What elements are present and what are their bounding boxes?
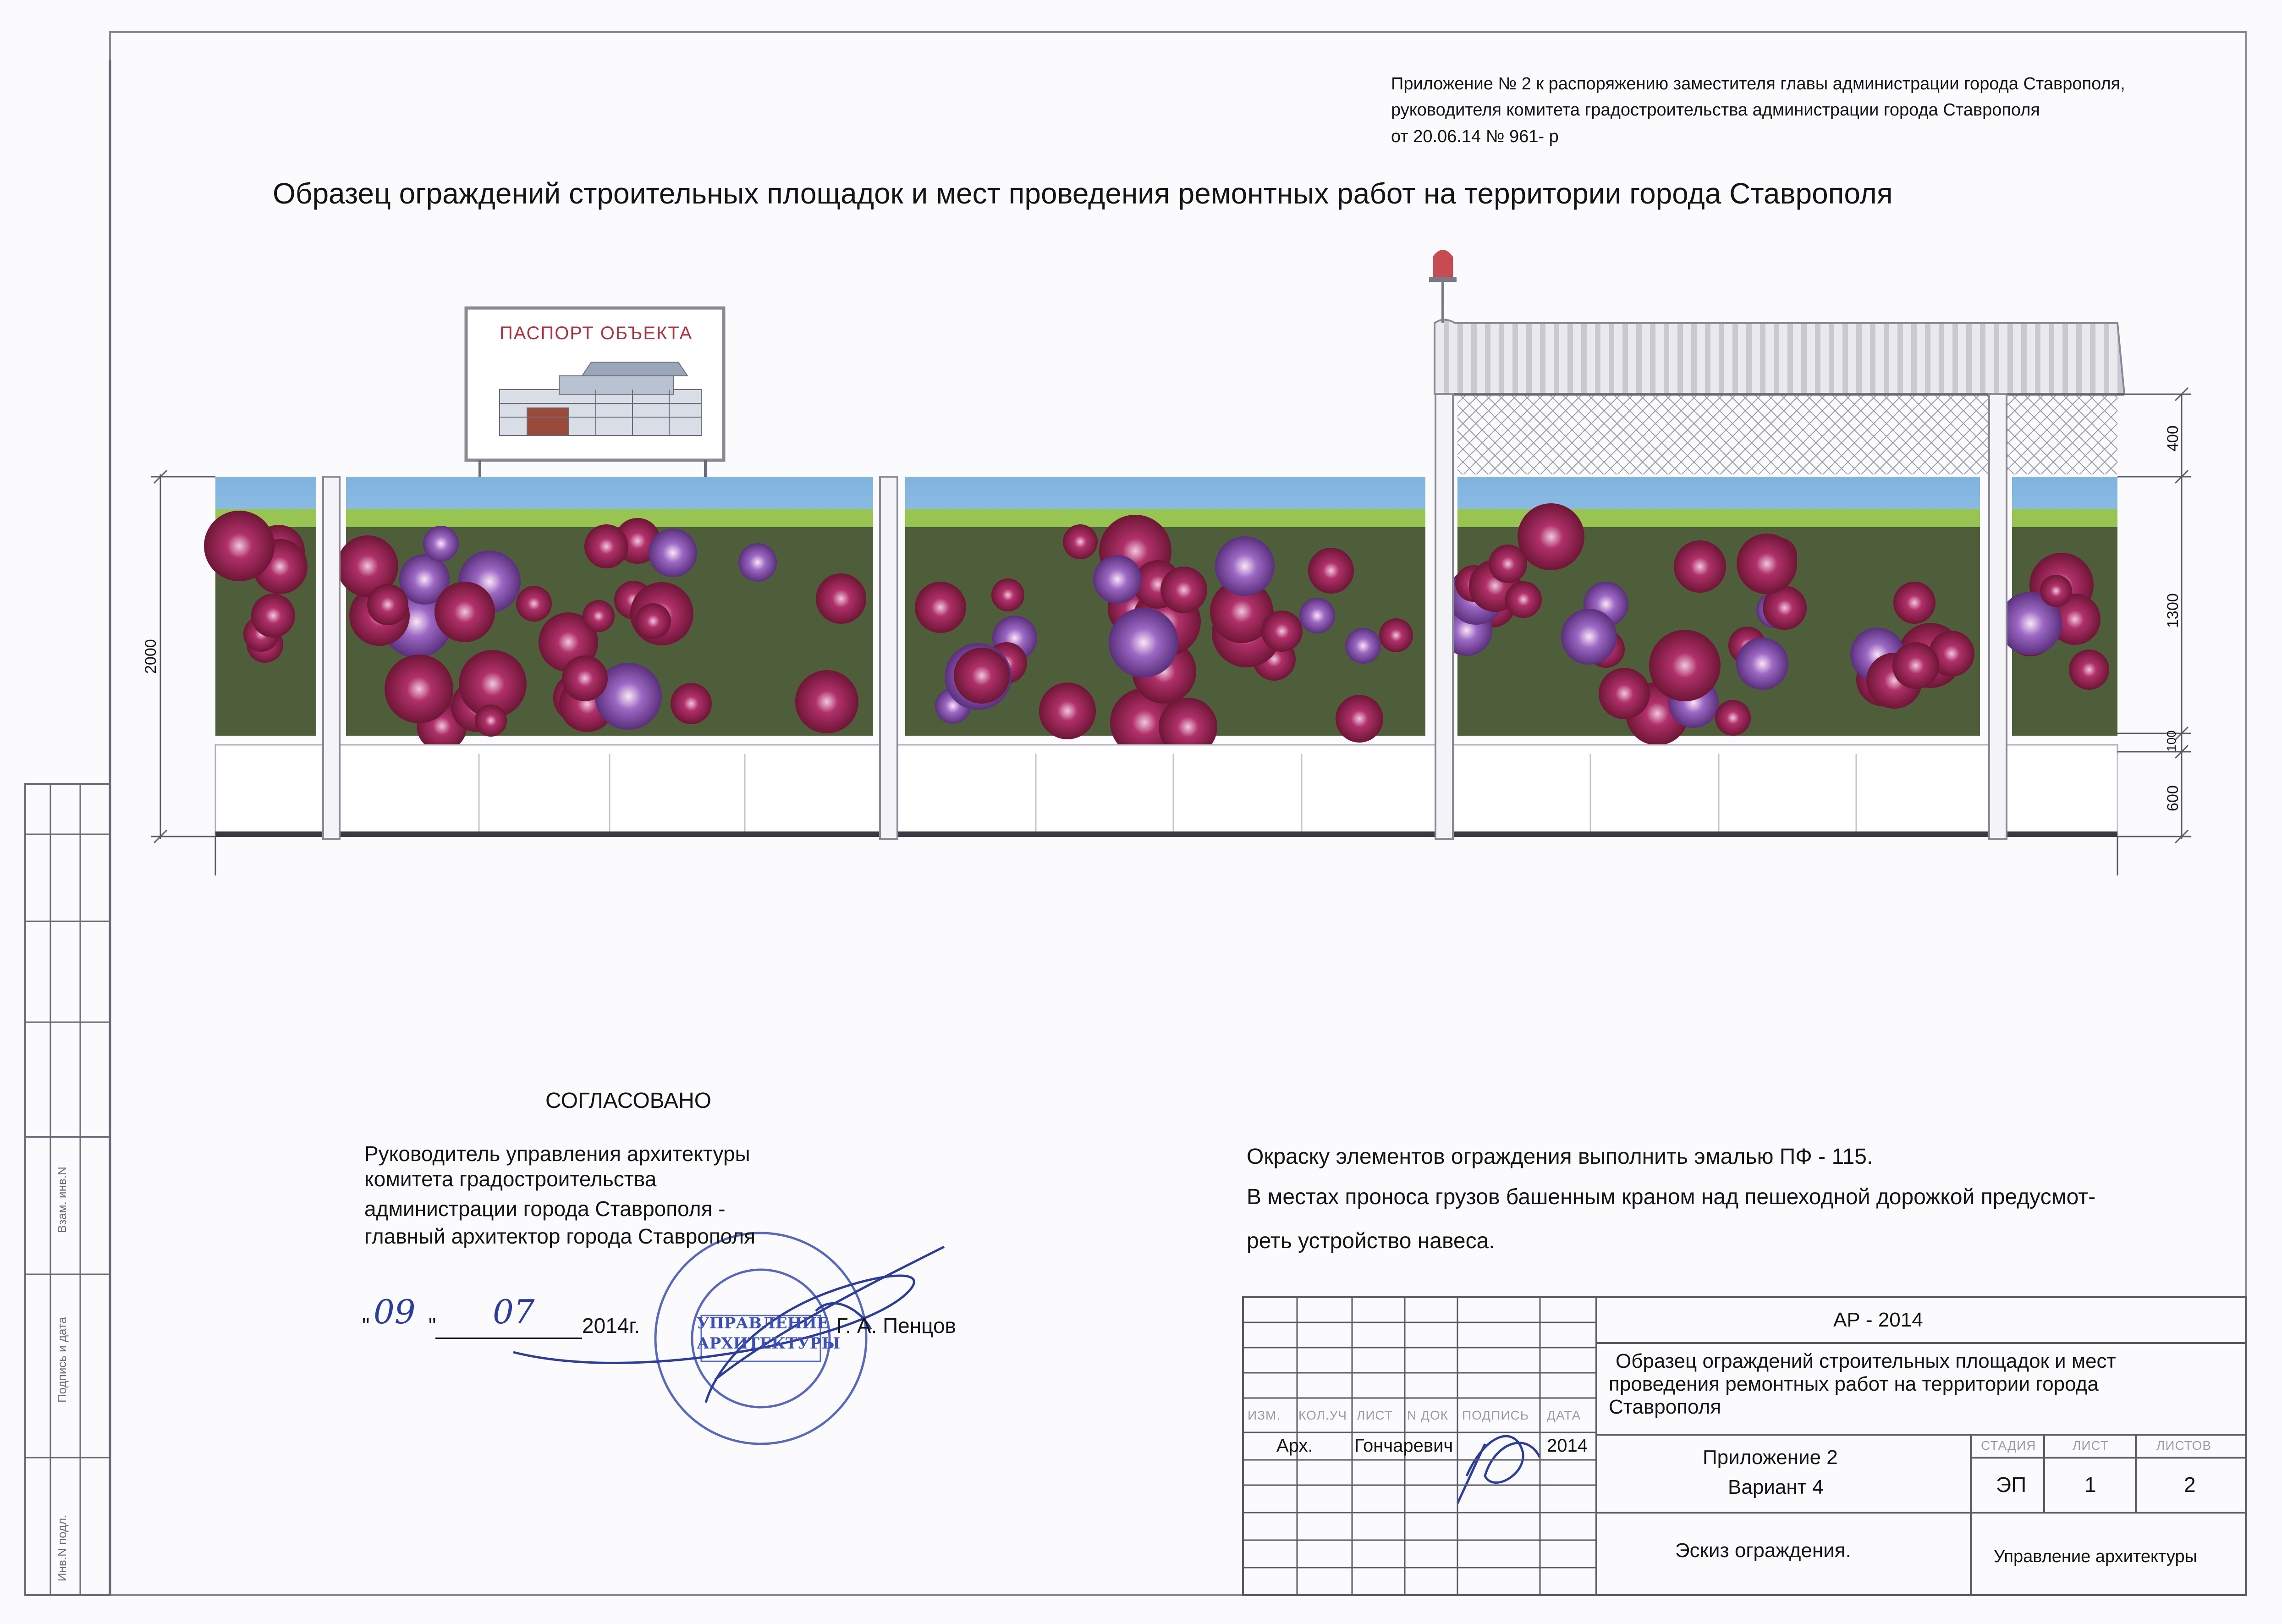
tb-sheets: 2 xyxy=(2184,1473,2196,1497)
approval-line-1: Руководитель управления архитектуры xyxy=(364,1142,750,1166)
tb-name-line-1: Образец ограждений строительных площадок и мест xyxy=(1616,1350,2116,1372)
side-stamp-replaced-inv: Взам. инв.N xyxy=(55,1167,69,1233)
tb-col-date: ДАТА xyxy=(1547,1408,1581,1422)
month-underline xyxy=(472,1338,582,1339)
tb-role: Арх. xyxy=(1276,1436,1313,1456)
warning-lamp xyxy=(1433,250,1453,280)
banner-flower xyxy=(1674,540,1726,593)
banner-flower xyxy=(1299,598,1335,633)
dim-canopy: 400 xyxy=(2164,425,2182,451)
approval-month-handwritten: 07 xyxy=(493,1293,535,1331)
tb-sheets-header: ЛИСТОВ xyxy=(2156,1438,2212,1453)
banner-flower xyxy=(1215,536,1275,596)
banner-flower xyxy=(1518,503,1584,570)
canopy-roof xyxy=(1435,320,2124,395)
banner-flower xyxy=(1892,642,1939,689)
banner-flower xyxy=(251,594,295,638)
banner-flower xyxy=(516,586,552,622)
approval-year: 2014г. xyxy=(582,1314,640,1338)
banner-flower xyxy=(1261,611,1303,652)
banner-flower xyxy=(2040,575,2072,607)
dim-panel: 1300 xyxy=(2164,593,2182,628)
banner-flower xyxy=(1308,548,1354,594)
tb-col-kolwch: КОЛ.УЧ xyxy=(1298,1408,1347,1422)
fence-base xyxy=(215,745,2117,834)
side-stamp-inv-no: Инв.N подл. xyxy=(55,1514,69,1581)
banner-flower xyxy=(991,578,1024,611)
banner-flower xyxy=(738,543,777,582)
banner-flower xyxy=(562,655,608,701)
banner-flower xyxy=(1505,581,1542,618)
banner-flower xyxy=(1160,567,1207,613)
dim-base: 600 xyxy=(2164,785,2182,811)
banner-flower xyxy=(1737,534,1797,594)
tb-name-line-3: Ставрополя xyxy=(1609,1396,1721,1418)
approval-line-2: комитета градостроительства xyxy=(364,1167,657,1191)
banner-flower xyxy=(816,573,866,624)
banner-flower xyxy=(367,584,408,625)
banner-flower xyxy=(434,582,495,642)
banner-flower xyxy=(1063,524,1098,559)
flower-banner-print xyxy=(204,503,2117,757)
approval-line-3: администрации города Ставрополя - xyxy=(364,1197,726,1221)
tb-col-ndok: N ДОК xyxy=(1407,1408,1449,1422)
banner-flower xyxy=(1345,628,1381,664)
banner-flower xyxy=(1561,609,1617,665)
approval-date-open-quote: " xyxy=(362,1314,370,1338)
banner-flower xyxy=(2069,650,2109,690)
banner-flower xyxy=(1893,582,1936,624)
banner-flower xyxy=(1093,555,1142,604)
banner-flower xyxy=(915,582,966,633)
banner-flower xyxy=(584,524,628,568)
approval-heading: СОГЛАСОВАНО xyxy=(545,1089,712,1113)
note-line-1: Окраску элементов ограждения выполнить эмалью ПФ - 115. xyxy=(1247,1145,1873,1169)
banner-flower xyxy=(1336,695,1383,743)
tb-stage: ЭП xyxy=(1996,1473,2027,1497)
banner-flower xyxy=(385,655,453,723)
tb-sketch: Эскиз ограждения. xyxy=(1675,1539,1851,1562)
banner-flower xyxy=(1736,638,1788,690)
banner-flower xyxy=(583,600,615,632)
banner-flower xyxy=(1715,700,1751,736)
banner-flower xyxy=(635,603,671,639)
canopy-mesh xyxy=(1457,394,2117,474)
banner-flower xyxy=(1489,545,1527,583)
tb-sheet: 1 xyxy=(2084,1473,2096,1497)
approval-day-handwritten: 09 xyxy=(374,1293,416,1331)
banner-flower xyxy=(1649,630,1721,701)
tb-appendix: Приложение 2 xyxy=(1703,1446,1838,1469)
passport-sign-label: ПАСПОРТ ОБЪЕКТА xyxy=(500,323,693,343)
banner-flower xyxy=(1109,608,1178,677)
side-stamp-sign-date: Подпись и дата xyxy=(55,1316,69,1403)
signature-scribble xyxy=(513,1247,1540,1503)
header-line-1: Приложение № 2 к распоряжению заместителя главы администрации города Ставрополя, xyxy=(1391,74,2125,94)
tb-code: АР - 2014 xyxy=(1833,1309,1923,1331)
header-line-3: от 20.06.14 № 961- р xyxy=(1391,127,1559,146)
banner-flower xyxy=(1039,683,1096,739)
approval-date-close-quote: " xyxy=(429,1314,436,1338)
approval-line-4: главный архитектор города Ставрополя xyxy=(364,1224,756,1248)
tb-year: 2014 xyxy=(1547,1436,1588,1456)
banner-flower xyxy=(671,683,712,724)
seal-text: УПРАВЛЕНИЕ АРХИТЕКТУРЫ xyxy=(697,1314,841,1353)
tb-org: Управление архитектуры xyxy=(1994,1547,2197,1566)
tb-col-signature: ПОДПИСЬ xyxy=(1462,1408,1529,1422)
tb-variant: Вариант 4 xyxy=(1728,1476,1824,1498)
dim-gap: 100 xyxy=(2164,730,2178,752)
banner-flower xyxy=(795,670,858,733)
header-line-2: руководителя комитета градостроительства администрации города Ставрополя xyxy=(1391,100,2040,120)
banner-flower xyxy=(1599,668,1650,719)
banner-flower xyxy=(423,526,459,562)
banner-flower xyxy=(649,528,697,577)
page-title: Образец ограждений строительных площадок и мест проведения ремонтных работ на территории города Ставрополя xyxy=(273,177,1893,210)
note-line-3: реть устройство навеса. xyxy=(1247,1229,1495,1253)
tb-col-izm: ИЗМ. xyxy=(1248,1408,1281,1422)
tb-stage-header: СТАДИЯ xyxy=(1981,1438,2036,1453)
tb-sheet-header: ЛИСТ xyxy=(2073,1438,2109,1453)
approval-signer: Г. А. Пенцов xyxy=(836,1314,956,1338)
dim-total-height: 2000 xyxy=(142,639,159,674)
banner-flower xyxy=(475,705,507,737)
note-line-2: В местах проноса грузов башенным краном над пешеходной дорожкой предусмот- xyxy=(1247,1185,2096,1209)
tb-name-line-2: проведения ремонтных работ на территории города xyxy=(1609,1373,2099,1395)
tb-col-list: ЛИСТ xyxy=(1357,1408,1393,1422)
banner-flower xyxy=(1379,618,1413,652)
banner-flower xyxy=(204,511,275,581)
tb-person: Гончаревич xyxy=(1354,1436,1453,1456)
banner-flower xyxy=(954,648,1010,704)
